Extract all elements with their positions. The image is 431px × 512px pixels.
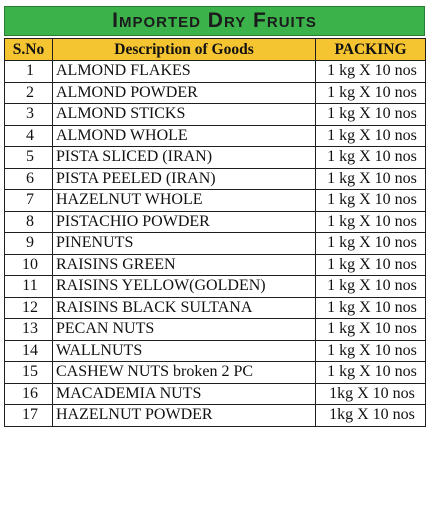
cell-description: HAZELNUT WHOLE — [53, 190, 316, 212]
cell-packing: 1 kg X 10 nos — [316, 168, 426, 190]
cell-description: PISTACHIO POWDER — [53, 211, 316, 233]
cell-packing: 1 kg X 10 nos — [316, 125, 426, 147]
cell-sno: 15 — [5, 362, 53, 384]
cell-sno: 7 — [5, 190, 53, 212]
cell-description: ALMOND POWDER — [53, 82, 316, 104]
cell-description: RAISINS YELLOW(GOLDEN) — [53, 276, 316, 298]
table-row — [5, 190, 426, 212]
cell-description: ALMOND WHOLE — [53, 125, 316, 147]
cell-description: MACADEMIA NUTS — [53, 383, 316, 405]
cell-description: RAISINS GREEN — [53, 254, 316, 276]
goods-table — [4, 38, 426, 427]
table-row — [5, 168, 426, 190]
column-header-packing: PACKING — [316, 39, 426, 61]
table-row — [5, 61, 426, 83]
cell-sno: 10 — [5, 254, 53, 276]
cell-packing: 1kg X 10 nos — [316, 383, 426, 405]
cell-sno: 17 — [5, 405, 53, 427]
cell-sno: 9 — [5, 233, 53, 255]
table-row — [5, 147, 426, 169]
table-row — [5, 362, 426, 384]
cell-packing: 1 kg X 10 nos — [316, 61, 426, 83]
table-row — [5, 383, 426, 405]
table-row — [5, 297, 426, 319]
cell-sno: 6 — [5, 168, 53, 190]
cell-packing: 1 kg X 10 nos — [316, 104, 426, 126]
cell-packing: 1 kg X 10 nos — [316, 297, 426, 319]
cell-sno: 5 — [5, 147, 53, 169]
cell-packing: 1 kg X 10 nos — [316, 319, 426, 341]
cell-description: WALLNUTS — [53, 340, 316, 362]
cell-packing: 1kg X 10 nos — [316, 405, 426, 427]
column-header-description: Description of Goods — [53, 39, 316, 61]
cell-sno: 8 — [5, 211, 53, 233]
cell-packing: 1 kg X 10 nos — [316, 82, 426, 104]
cell-sno: 2 — [5, 82, 53, 104]
cell-sno: 1 — [5, 61, 53, 83]
title-banner — [4, 6, 425, 36]
cell-description: CASHEW NUTS broken 2 PC — [53, 362, 316, 384]
table-row — [5, 254, 426, 276]
cell-sno: 4 — [5, 125, 53, 147]
cell-sno: 11 — [5, 276, 53, 298]
table-header-row — [5, 39, 426, 61]
cell-sno: 3 — [5, 104, 53, 126]
cell-packing: 1 kg X 10 nos — [316, 362, 426, 384]
cell-packing: 1 kg X 10 nos — [316, 340, 426, 362]
cell-description: ALMOND FLAKES — [53, 61, 316, 83]
table-row — [5, 319, 426, 341]
cell-description: RAISINS BLACK SULTANA — [53, 297, 316, 319]
table-row — [5, 276, 426, 298]
cell-description: ALMOND STICKS — [53, 104, 316, 126]
table-row — [5, 211, 426, 233]
cell-description: PISTA SLICED (IRAN) — [53, 147, 316, 169]
cell-sno: 13 — [5, 319, 53, 341]
cell-description: HAZELNUT POWDER — [53, 405, 316, 427]
table-body — [5, 61, 426, 427]
cell-packing: 1 kg X 10 nos — [316, 254, 426, 276]
cell-sno: 12 — [5, 297, 53, 319]
cell-packing: 1 kg X 10 nos — [316, 233, 426, 255]
page-title: Imported Dry Fruits — [112, 9, 317, 32]
cell-packing: 1 kg X 10 nos — [316, 276, 426, 298]
cell-description: PECAN NUTS — [53, 319, 316, 341]
cell-sno: 14 — [5, 340, 53, 362]
table-row — [5, 82, 426, 104]
cell-sno: 16 — [5, 383, 53, 405]
cell-packing: 1 kg X 10 nos — [316, 211, 426, 233]
column-header-sno: S.No — [5, 39, 53, 61]
table-row — [5, 405, 426, 427]
cell-description: PISTA PEELED (IRAN) — [53, 168, 316, 190]
cell-packing: 1 kg X 10 nos — [316, 190, 426, 212]
table-row — [5, 125, 426, 147]
cell-description: PINENUTS — [53, 233, 316, 255]
table-row — [5, 340, 426, 362]
cell-packing: 1 kg X 10 nos — [316, 147, 426, 169]
table-row — [5, 104, 426, 126]
table-row — [5, 233, 426, 255]
